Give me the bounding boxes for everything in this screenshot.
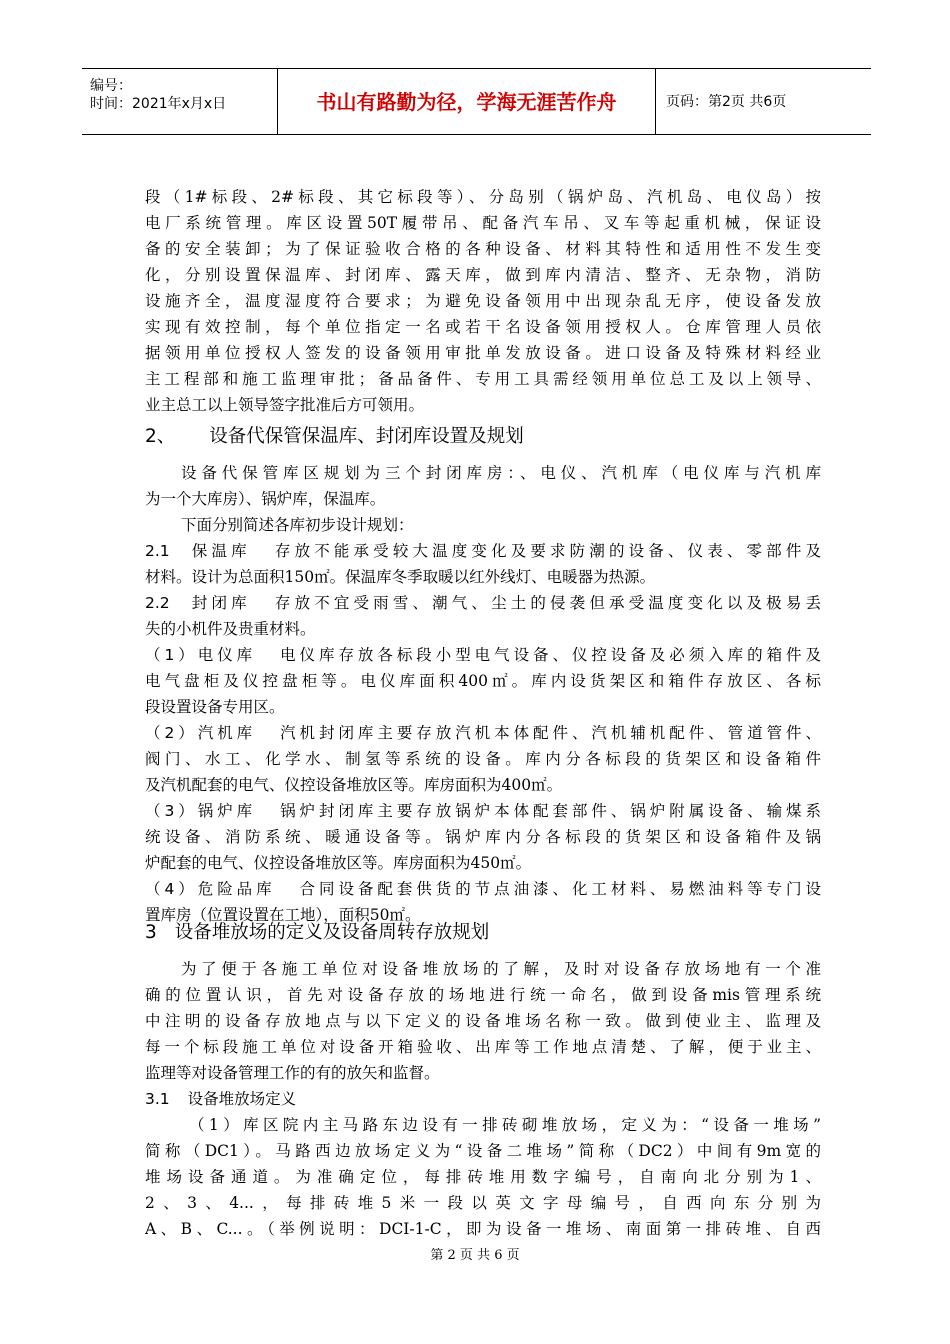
- section-number: 3: [145, 922, 157, 943]
- text-span: 合同设备配套供货的节点油漆、化工材料、易燃油料等专门设: [295, 880, 821, 898]
- text-span: 存放不宜受雨雪、潮气、尘土的侵袭但承受温度变化以及极易丢: [270, 594, 821, 612]
- subsection-title: 封闭库: [187, 594, 251, 612]
- item-electrical-warehouse: [145, 642, 821, 668]
- text-line: 统设备、消防系统、暖通设备等。锅炉库内分各标段的货架区和设备箱件及锅: [145, 828, 821, 846]
- text-line: 据领用单位授权人签发的设备领用审批单发放设备。进口设备及特殊材料经业: [145, 344, 821, 362]
- section-number: 2、: [145, 426, 176, 447]
- text-line: 段（1#标段、2#标段、其它标段等）、分岛别（锅炉岛、汽机岛、电仪岛）按: [145, 188, 821, 206]
- text-line: 备的安全装卸；为了保证验收合格的各种设备、材料其特性和适用性不发生变: [145, 240, 821, 258]
- header-meta-cell: [82, 69, 278, 134]
- subsection-title: 保温库: [187, 542, 251, 560]
- subsection-2-1: [145, 538, 821, 564]
- text-line: 设备代保管库区规划为三个封闭库房：、电仪、汽机库（电仪库与汽机库: [181, 464, 821, 482]
- section-title: 设备代保管保温库、封闭库设置及规划: [209, 426, 524, 447]
- item-label: （1）电仪库: [145, 646, 257, 664]
- document-date: 时间：2021年x月x日: [90, 96, 227, 112]
- item-label: （4）危险品库: [145, 880, 276, 898]
- text-line: 电气盘柜及仪控盘柜等。电仪库面积400㎡。库内设货架区和箱件存放区、各标: [145, 672, 821, 690]
- header-motto: 书山有路勤为径，学海无涯苦作舟: [278, 69, 656, 134]
- text-line: 化，分别设置保温库、封闭库、露天库，做到库内清洁、整齐、无杂物，消防: [145, 266, 821, 284]
- section-2-body: [145, 460, 821, 928]
- header-page-info: 页码：第2页 共6页: [666, 94, 787, 110]
- text-line: 确的位置认识，首先对设备存放的场地进行统一命名，做到设备mis管理系统: [145, 986, 821, 1004]
- text-span: 汽机封闭库主要存放汽机本体配件、汽机辅机配件、管道管件、: [276, 724, 821, 742]
- page-footer: 第 2 页 共 6 页: [430, 1248, 520, 1263]
- text-span: 电仪库存放各标段小型电气设备、仪控设备及必须入库的箱件及: [276, 646, 821, 664]
- text-line: 实现有效控制，每个单位指定一名或若干名设备领用授权人。仓库管理人员依: [145, 318, 821, 336]
- subsection-number: 3.1: [145, 1090, 170, 1108]
- item-label: （2）汽机库: [145, 724, 257, 742]
- text-line: 及汽机配套的电气、仪控设备堆放区等。库房面积为400㎡。: [145, 776, 563, 794]
- text-line: 中注明的设备存放地点与以下定义的设备堆场名称一致。做到使业主、监理及: [145, 1012, 821, 1030]
- subsection-number: 2.2: [145, 594, 170, 612]
- item-boiler-warehouse: [145, 798, 821, 824]
- intro-paragraph: [145, 184, 821, 418]
- subsection-number: 2.1: [145, 542, 170, 560]
- section-2-heading: [145, 422, 524, 448]
- text-line: 为了便于各施工单位对设备堆放场的了解，及时对设备存放场地有一个准: [181, 960, 821, 978]
- text-line: 阀门、水工、化学水、制氢等系统的设备。库内分各标段的货架区和设备箱件: [145, 750, 821, 768]
- text-line: 监理等对设备管理工作的有的放矢和监督。: [145, 1064, 440, 1082]
- text-line: 2、3、4...，每排砖堆5米一段以英文字母编号，自西向东分别为: [145, 1194, 821, 1212]
- text-span: 存放不能承受较大温度变化及要求防潮的设备、仪表、零部件及: [270, 542, 821, 560]
- text-line: 为一个大库房）、锅炉库，保温库。: [145, 490, 386, 508]
- section-title: 设备堆放场的定义及设备周转存放规划: [174, 922, 490, 943]
- text-line: 段设置设备专用区。: [145, 698, 285, 716]
- text-line: 每一个标段施工单位对设备开箱验收、出库等工作地点清楚、了解，便于业主、: [145, 1038, 821, 1056]
- text-line: （1）库区院内主马路东边设有一排砖砌堆放场，定义为：“设备一堆场”: [189, 1116, 821, 1134]
- text-line: 堆场设备通道。为准确定位，每排砖堆用数字编号，自南向北分别为1、: [145, 1168, 821, 1186]
- section-3-body: [145, 956, 821, 1242]
- text-line: 简称（DC1）。马路西边放场定义为“设备二堆场”简称（DC2）中间有9m宽的: [145, 1142, 821, 1160]
- item-hazardous-warehouse: [145, 876, 821, 902]
- text-line: 主工程部和施工监理审批；备品备件、专用工具需经领用单位总工及以上领导、: [145, 370, 821, 388]
- document-number-label: 编号：: [90, 78, 132, 94]
- text-line: 下面分别简述各库初步设计规划：: [181, 516, 414, 534]
- text-line: 失的小机件及贵重材料。: [145, 620, 316, 638]
- section-3-heading: [145, 918, 489, 944]
- subsection-title: 设备堆放场定义: [187, 1090, 297, 1108]
- text-line: 电厂系统管理。库区设置50T履带吊、配备汽车吊、叉车等起重机械，保证设: [145, 214, 821, 232]
- subsection-2-2: [145, 590, 821, 616]
- text-span: 锅炉封闭库主要存放锅炉本体配套部件、锅炉附属设备、输煤系: [276, 802, 821, 820]
- text-line: 设施齐全，温度湿度符合要求；为避免设备领用中出现杂乱无序，使设备发放: [145, 292, 821, 310]
- text-line: 置库房（位置设置在工地），面积50㎡。: [145, 906, 421, 924]
- page-header-table: [82, 68, 871, 135]
- item-turbine-warehouse: [145, 720, 821, 746]
- item-label: （3）锅炉库: [145, 802, 257, 820]
- subsection-3-1: [145, 1086, 821, 1112]
- text-line: 材料。设计为总面积150㎡。保温库冬季取暖以红外线灯、电暖器为热源。: [145, 568, 656, 586]
- text-line: 炉配套的电气、仪控设备堆放区等。库房面积为450㎡。: [145, 854, 532, 872]
- text-line: 业主总工以上领导签字批准后方可领用。: [145, 396, 425, 414]
- text-line: A、B、C...。（举例说明：DCI-1-C，即为设备一堆场、南面第一排砖堆、自西: [145, 1220, 821, 1238]
